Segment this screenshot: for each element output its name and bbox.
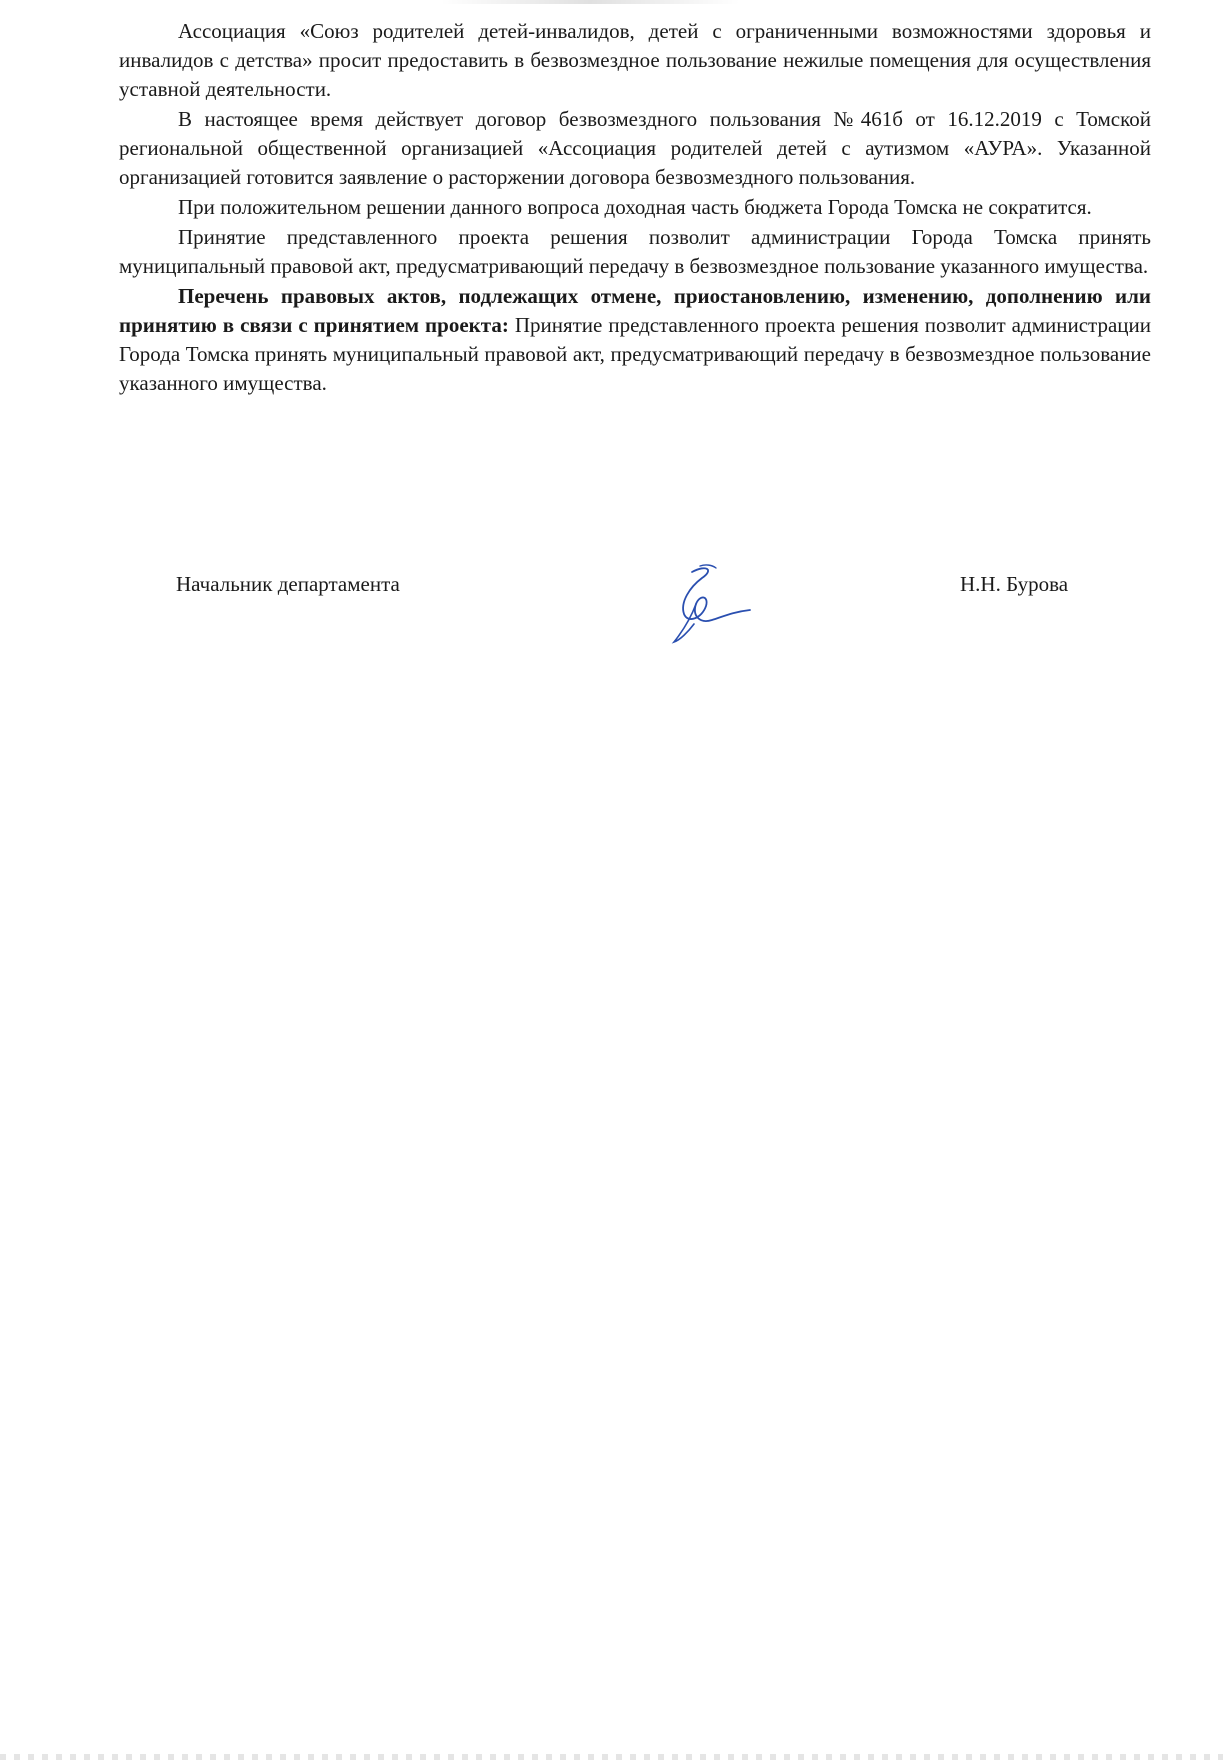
legal-acts-heading: Перечень правовых актов, подлежащих отмене, приостановлению, изменению, дополнению или принятию в связи с принятием проекта:: [119, 284, 1151, 337]
paragraph-request: [119, 17, 1151, 104]
paragraph-budget-text: При положительном решении данного вопроса доходная часть бюджета Города Томска не сократится.: [178, 195, 1092, 219]
signature-block: [0, 562, 1223, 652]
paragraph-adoption-text: Принятие представленного проекта решения позволит администрации Города Томска принять муниципальный правовой акт, предусматривающий передачу в безвозмездное пользование указанного имущества.: [119, 225, 1151, 278]
scan-artifact-top: [440, 0, 740, 4]
paragraph-current-contract-text: В настоящее время действует договор безвозмездного пользования №461б от 16.12.2019 с Томской региональной общественной организацией «Ассоциация родителей детей с аутизмом «АУРА». Указанной организацией готовится заявление о расторжении договора безвозмездного пользования.: [119, 107, 1151, 189]
paragraph-request-text: Ассоциация «Союз родителей детей-инвалидов, детей с ограниченными возможностями здоровья и инвалидов с детства» просит предоставить в безвозмездное пользование нежилые помещения для осуществления уставной деятельности.: [119, 19, 1151, 101]
legal-acts-text: Принятие представленного проекта решения позволит администрации Города Томска принять муниципальный правовой акт, предусматривающий передачу в безвозмездное пользование указанного имущества.: [119, 313, 1151, 395]
paragraph-legal-acts: [119, 282, 1151, 398]
document-body: [119, 17, 1151, 399]
paragraph-budget: [119, 193, 1151, 222]
handwritten-signature: [662, 562, 757, 647]
signer-name: Н.Н. Бурова: [960, 572, 1069, 596]
signer-position: Начальник департамента: [176, 572, 400, 596]
paragraph-adoption: [119, 223, 1151, 281]
scan-artifact-bottom: [0, 1754, 1223, 1760]
paragraph-current-contract: [119, 105, 1151, 192]
